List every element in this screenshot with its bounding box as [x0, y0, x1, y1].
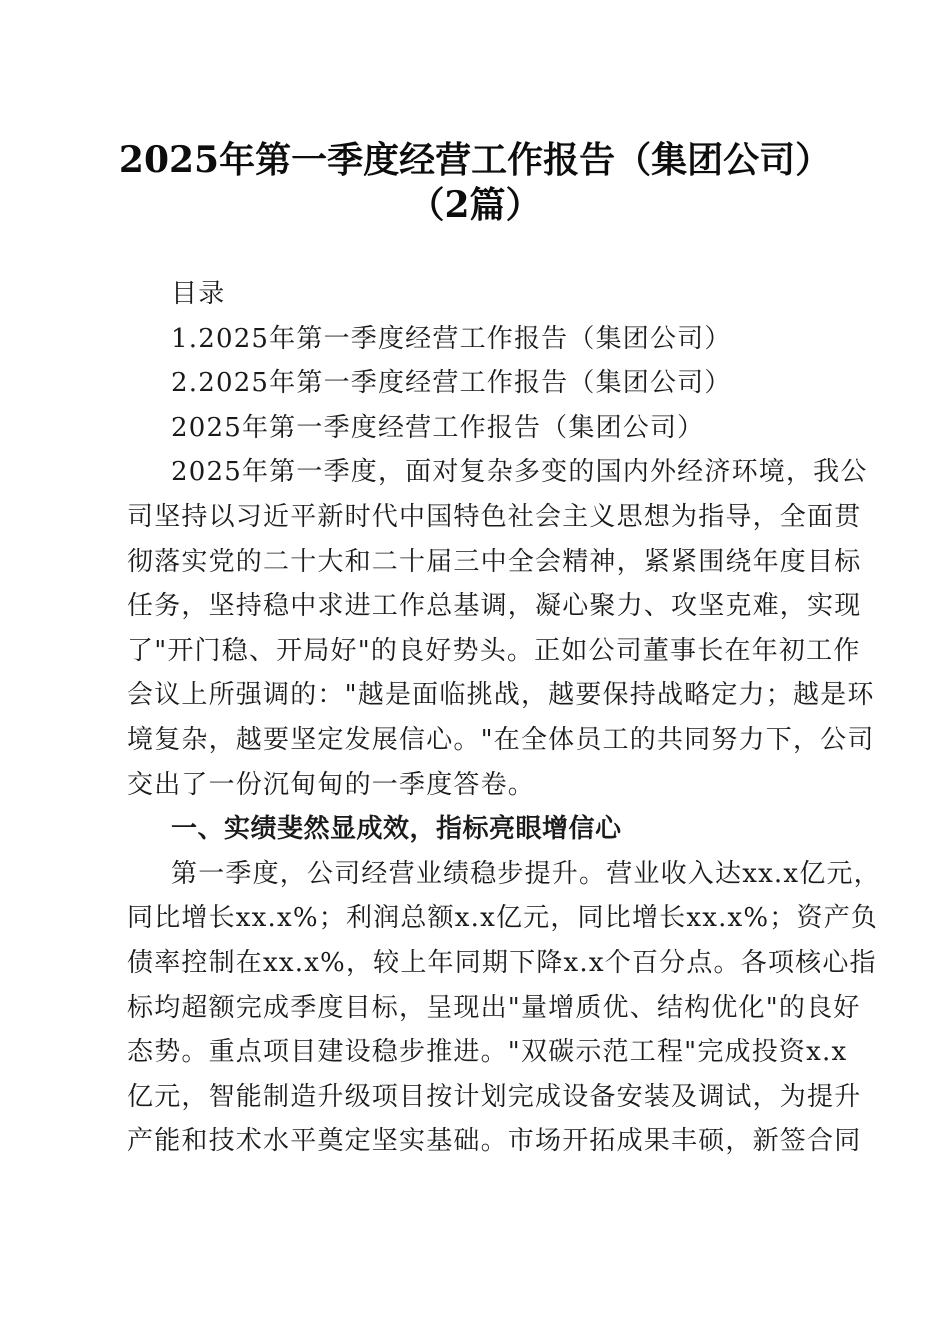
section-heading: 一、实绩斐然显成效，指标亮眼增信心 [171, 814, 622, 845]
document-body [127, 272, 881, 1164]
paragraph-line: 彻落实党的二十大和二十届三中全会精神，紧紧围绕年度目标 [127, 546, 862, 577]
paragraph-line: 任务，坚持稳中求进工作总基调，凝心聚力、攻坚克难，实现 [127, 591, 862, 622]
paragraph-line: 境复杂，越要坚定发展信心。"在全体员工的共同努力下，公司 [127, 724, 875, 755]
paragraph-line: 第一季度，公司经营业绩稳步提升。营业收入达xx.x亿元， [171, 858, 881, 889]
toc-item: 1.2025年第一季度经营工作报告（集团公司） [171, 323, 732, 354]
paragraph-line: 态势。重点项目建设稳步推进。"双碳示范工程"完成投资x.x [127, 1037, 848, 1068]
paragraph-line: 产能和技术水平奠定坚实基础。市场开拓成果丰硕，新签合同 [127, 1126, 862, 1157]
document-title-count: （2篇） [408, 184, 542, 226]
paragraph-line: 标均超额完成季度目标，呈现出"量增质优、结构优化"的良好 [127, 992, 861, 1023]
toc-heading: 目录 [171, 279, 226, 309]
paragraph-line: 司坚持以习近平新时代中国特色社会主义思想为指导，全面贯 [127, 501, 862, 532]
paragraph-line: 2025年第一季度，面对复杂多变的国内外经济环境，我公 [171, 457, 868, 488]
article-subtitle: 2025年第一季度经营工作报告（集团公司） [171, 412, 705, 443]
document-title: 2025年第一季度经营工作报告（集团公司） [118, 139, 832, 181]
paragraph-line: 会议上所强调的："越是面临挑战，越要保持战略定力；越是环 [127, 680, 875, 711]
paragraph-line: 交出了一份沉甸甸的一季度答卷。 [127, 769, 536, 800]
toc-item: 2.2025年第一季度经营工作报告（集团公司） [171, 368, 732, 399]
paragraph-line: 债率控制在xx.x%，较上年同期下降x.x个百分点。各项核心指 [127, 947, 877, 978]
paragraph-line: 了"开门稳、开局好"的良好势头。正如公司董事长在年初工作 [127, 635, 861, 666]
paragraph-line: 同比增长xx.x%；利润总额x.x亿元，同比增长xx.x%；资产负 [127, 903, 879, 934]
paragraph-line: 亿元，智能制造升级项目按计划完成设备安装及调试，为提升 [127, 1081, 862, 1112]
